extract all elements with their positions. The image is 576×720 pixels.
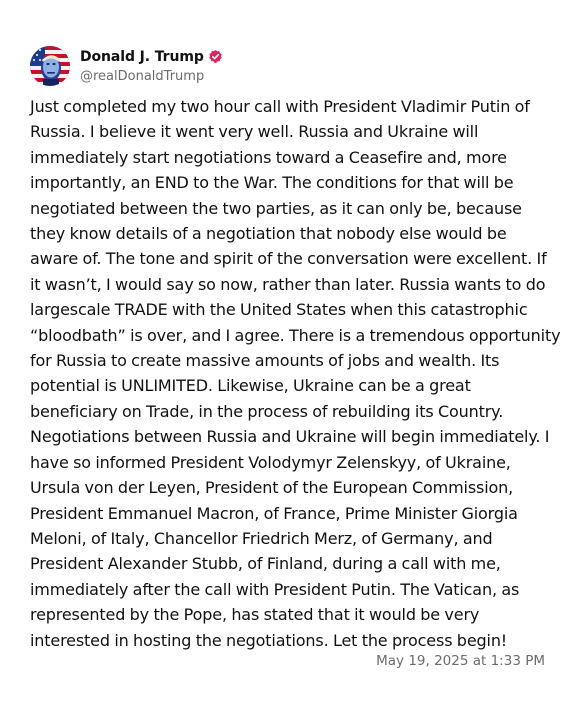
post-body-line: importantly, an END to the War. The conditions for that will be <box>30 173 514 193</box>
author-display-name[interactable]: Donald J. Trump <box>80 48 204 65</box>
post-body-line: immediately after the call with President Putin. The Vatican, as <box>30 579 520 599</box>
post-body-line: interested in hosting the negotiations. Let the process begin! <box>30 630 508 650</box>
post-timestamp[interactable]: May 19, 2025 at 1:33 PM <box>376 653 545 669</box>
post-body-line: have so informed President Volodymyr Zelenskyy, of Ukraine, <box>30 452 511 472</box>
post-body-line: they know details of a negotiation that nobody else would be <box>30 224 507 244</box>
post-body-line: President Emmanuel Macron, of France, Prime Minister Giorgia <box>30 503 518 523</box>
profile-avatar-icon <box>30 46 70 86</box>
name-row <box>80 47 223 67</box>
post-body-line: largescale TRADE with the United States when this catastrophic <box>30 300 528 320</box>
post-body-line: beneficiary on Trade, in the process of rebuilding its Country. <box>30 401 504 421</box>
post-body-line: represented by the Pope, has stated that it would be very <box>30 605 480 625</box>
post-body-line: negotiated between the two parties, as it can only be, because <box>30 198 522 218</box>
post-body-line: it wasn’t, I would say so now, rather than later. Russia wants to do <box>30 274 546 294</box>
post-body-line: Ursula von der Leyen, President of the European Commission, <box>30 478 514 498</box>
post-body-line: immediately start negotiations toward a Ceasefire and, more <box>30 147 507 167</box>
post-body-line: Meloni, of Italy, Chancellor Friedrich Merz, of Germany, and <box>30 528 493 548</box>
post-body-line: aware of. The tone and spirit of the conversation were excellent. If <box>30 249 547 269</box>
post-body-line: President Alexander Stubb, of Finland, during a call with me, <box>30 554 501 574</box>
post-body-line: “bloodbath” is over, and I agree. There is a tremendous opportunity <box>30 325 561 345</box>
post-body-line: Russia. I believe it went very well. Russia and Ukraine will <box>30 122 479 142</box>
post-body-line: Just completed my two hour call with President Vladimir Putin of <box>30 97 530 116</box>
author-handle[interactable]: @realDonaldTrump <box>80 68 205 84</box>
avatar[interactable] <box>30 46 70 86</box>
post-body-line: Negotiations between Russia and Ukraine will begin immediately. I <box>30 427 550 447</box>
verified-badge-icon <box>208 49 223 64</box>
post-body-line: potential is UNLIMITED. Likewise, Ukraine can be a great <box>30 376 471 396</box>
post-header <box>30 44 223 88</box>
author-names <box>80 47 223 86</box>
post-body-line: for Russia to create massive amounts of jobs and wealth. Its <box>30 351 500 371</box>
post-body-text <box>30 94 561 653</box>
